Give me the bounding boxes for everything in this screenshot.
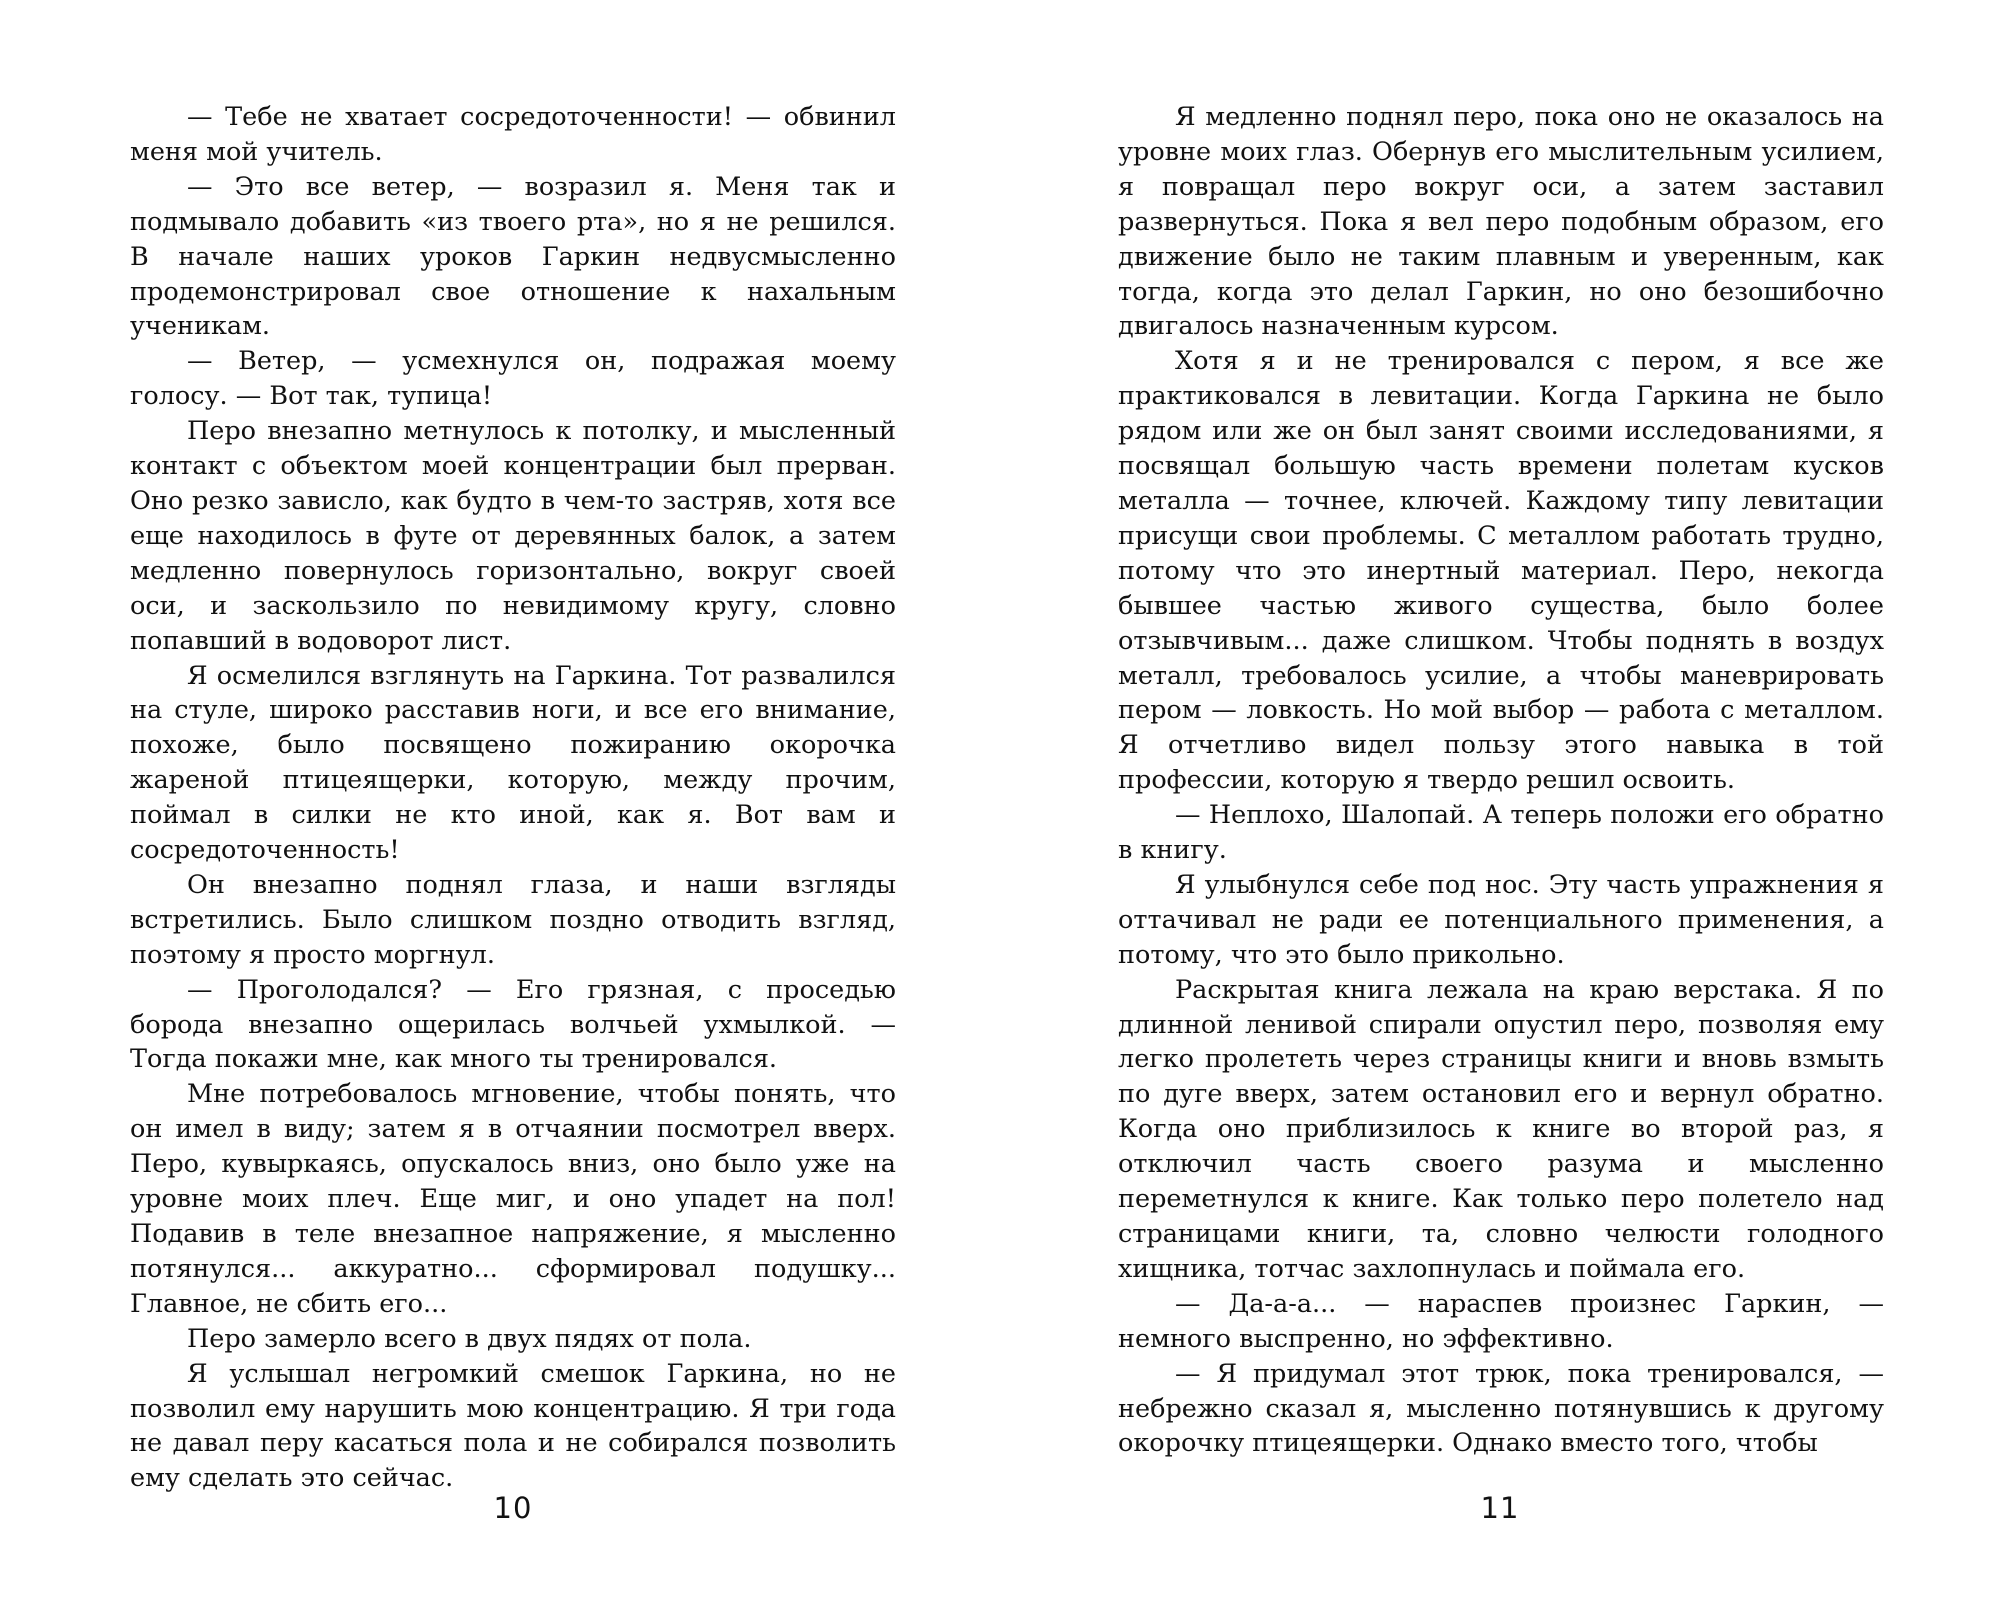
page-number-left: 10: [493, 1491, 533, 1525]
left-page-text: [130, 100, 896, 1496]
paragraph: Раскрытая книга лежала на краю верстака. Я по длинной ленивой спирали опустил перо, позволяя ему легко пролететь через страницы книги и вновь взмыть по дуге вверх, затем остановил его и вернул обратно. Когда оно приблизилось к книге во второй раз, я отключил часть своего разума и мысленно переметнулся к книге. Как только перо полетело над страницами книги, та, словно челюсти голодного хищника, тотчас захлопнулась и поймала его.: [1118, 974, 1884, 1284]
paragraph: Я медленно поднял перо, пока оно не оказалось на уровне моих глаз. Обернув его мыслительным усилием, я повращал перо вокруг оси, а затем заставил развернуться. Пока я вел перо подобным образом, его движение было не таким плавным и уверенным, как тогда, когда это делал Гаркин, но оно безошибочно двигалось назначенным курсом.: [1118, 102, 1884, 342]
paragraph: Он внезапно поднял глаза, и наши взгляды встретились. Было слишком поздно отводить взгляд, поэтому я просто моргнул.: [130, 869, 896, 970]
paragraph: — Неплохо, Шалопай. А теперь положи его обратно в книгу.: [1118, 800, 1884, 866]
right-page-text: [1118, 100, 1884, 1461]
page-number-right: 11: [1480, 1491, 1520, 1525]
paragraph: Перо замерло всего в двух пядях от пола.: [187, 1323, 752, 1354]
paragraph: Перо внезапно метнулось к потолку, и мысленный контакт с объектом моей концентрации был прерван. Оно резко зависло, как будто в чем-то застряв, хотя все еще находилось в футе от деревянных балок, а затем медленно повернулось горизонтально, вокруг своей оси, и заскользило по невидимому кругу, словно попавший в водоворот лист.: [130, 416, 896, 656]
paragraph: — Я придумал этот трюк, пока тренировался, — небрежно сказал я, мысленно потянувшись к другому окорочку птицеящерки. Однако вместо того, чтобы: [1118, 1358, 1884, 1459]
paragraph: — Ветер, — усмехнулся он, подражая моему голосу. — Вот так, тупица!: [130, 346, 896, 412]
paragraph: Я услышал негромкий смешок Гаркина, но не позволил ему нарушить мою концентрацию. Я три года не давал перу касаться пола и не собирался позволить ему сделать это сейчас.: [130, 1358, 896, 1494]
right-page: [1000, 0, 2000, 1600]
paragraph: Мне потребовалось мгновение, чтобы понять, что он имел в виду; затем я в отчаянии посмотрел вверх. Перо, кувыркаясь, опускалось вниз, оно было уже на уровне моих плеч. Еще миг, и оно упадет на пол! Подавив в теле внезапное напряжение, я мысленно потянулся... аккуратно... сформировал подушку... Главное, не сбить его...: [130, 1079, 896, 1319]
paragraph: Я улыбнулся себе под нос. Эту часть упражнения я оттачивал не ради ее потенциального применения, а потому, что это было прикольно.: [1118, 869, 1884, 970]
paragraph: Я осмелился взглянуть на Гаркина. Тот развалился на стуле, широко расставив ноги, и все его внимание, похоже, было посвящено пожиранию окорочка жареной птицеящерки, которую, между прочим, поймал в силки не кто иной, как я. Вот вам и сосредоточенность!: [130, 660, 896, 866]
paragraph: Хотя я и не тренировался с пером, я все же практиковался в левитации. Когда Гаркина не было рядом или же он был занят своими исследованиями, я посвящал большую часть времени полетам кусков металла — точнее, ключей. Каждому типу левитации присущи свои проблемы. С металлом работать трудно, потому что это инертный материал. Перо, некогда бывшее частью живого существа, было более отзывчивым... даже слишком. Чтобы поднять в воздух металл, требовалось усилие, а чтобы маневрировать пером — ловкость. Но мой выбор — работа с металлом. Я отчетливо видел пользу этого навыка в той профессии, которую я твердо решил освоить.: [1118, 346, 1884, 796]
paragraph: — Тебе не хватает сосредоточенности! — обвинил меня мой учитель.: [130, 102, 896, 167]
paragraph: — Да-а-а... — нараспев произнес Гаркин, — немного выспренно, но эффективно.: [1118, 1288, 1884, 1354]
paragraph: — Это все ветер, — возразил я. Меня так и подмывало добавить «из твоего рта», но я не решился. В начале наших уроков Гаркин недвусмысленно продемонстрировал свое отношение к нахальным ученикам.: [130, 171, 896, 342]
paragraph: — Проголодался? — Его грязная, с проседью борода внезапно ощерилась волчьей ухмылкой. — Тогда покажи мне, как много ты тренировался.: [130, 974, 896, 1075]
